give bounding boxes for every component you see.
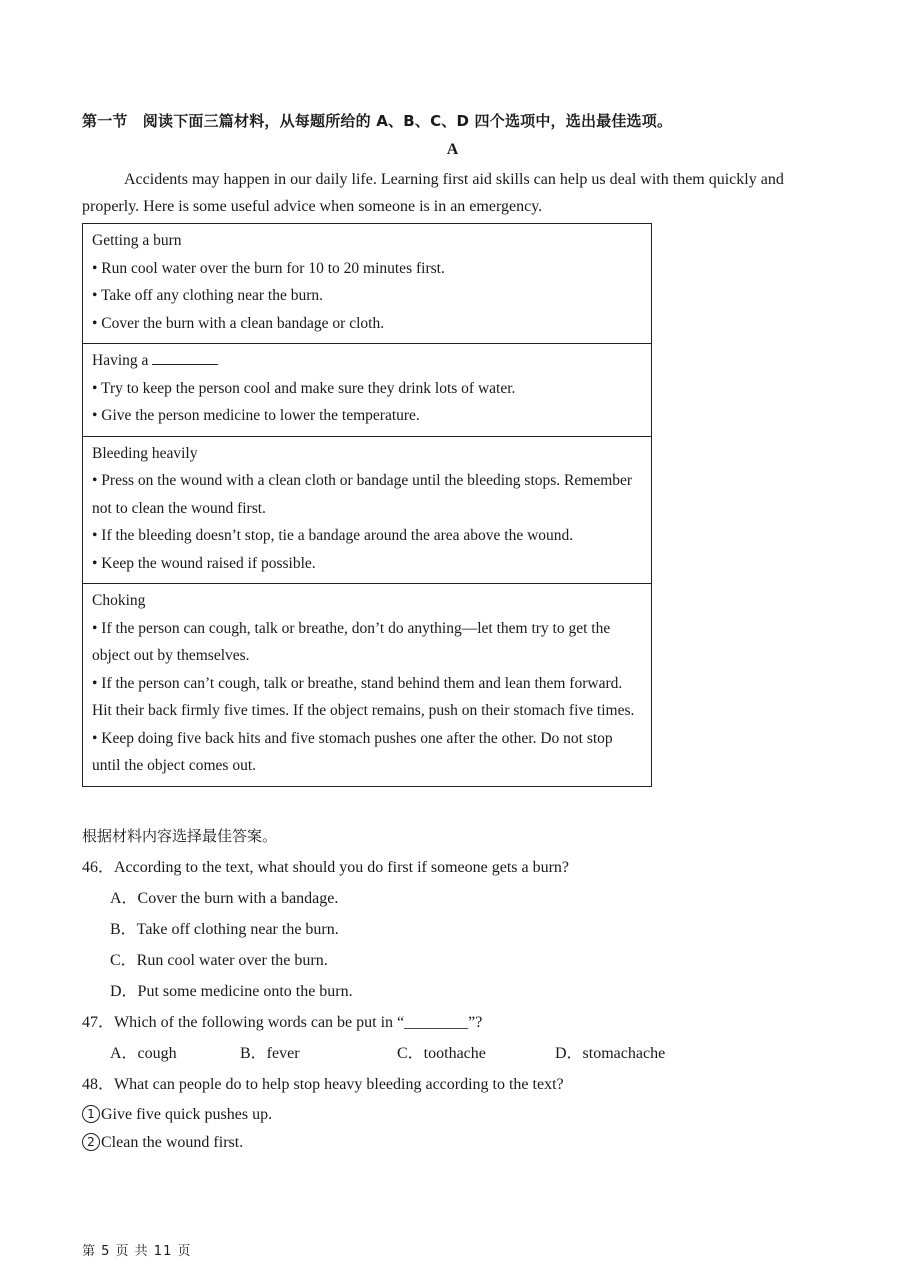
page-footer: 第 5 页 共 11 页 <box>82 1244 192 1259</box>
question-48-stem: 48．What can people do to help stop heavy bleeding according to the text? <box>82 1076 564 1093</box>
choking-title: Choking <box>92 592 146 609</box>
circled-number: 2 <box>82 1133 100 1151</box>
burn-item: • Run cool water over the burn for 10 to 20 minutes first. <box>92 259 445 277</box>
question-48-statement-2 <box>82 1132 243 1154</box>
fever-title-row <box>92 347 642 375</box>
section-heading: 第一节 阅读下面三篇材料，从每题所给的 A、B、C、D 四个选项中，选出最佳选项。 <box>82 112 673 130</box>
question-47-option-c: C．toothache <box>397 1045 486 1062</box>
burn-item: • Cover the burn with a clean bandage or cloth. <box>92 314 385 332</box>
question-46-option-c: C．Run cool water over the burn. <box>110 952 328 969</box>
fever-title: Having a <box>92 352 149 369</box>
question-47-option-b: B．fever <box>240 1045 300 1062</box>
statement-text: Give five quick pushes up. <box>101 1106 273 1123</box>
choking-cell <box>83 583 651 786</box>
bleeding-item: • Press on the wound with a clean cloth or bandage until the bleeding stops. Remember not to clean the wound first. <box>92 472 633 517</box>
bleeding-title: Bleeding heavily <box>92 444 198 462</box>
instruction: 根据材料内容选择最佳答案。 <box>82 827 278 845</box>
choking-item: • If the person can cough, talk or breathe, don’t do anything—let them try to get the object out by themselves. <box>92 619 611 664</box>
choking-item: • If the person can’t cough, talk or breathe, stand behind them and lean them forward. Hit their back firmly five times. If the object remains, push on their stomach five times. <box>92 674 635 719</box>
bleeding-item: • If the bleeding doesn’t stop, tie a bandage around the area above the wound. <box>92 527 574 544</box>
burn-title: Getting a burn <box>92 232 182 249</box>
question-46-option-b: B．Take off clothing near the burn. <box>110 921 339 938</box>
bleeding-cell <box>83 436 651 584</box>
answer-blank <box>152 349 218 365</box>
question-47-stem: 47．Which of the following words can be put in “________”? <box>82 1014 483 1031</box>
bleeding-item: • Keep the wound raised if possible. <box>92 554 316 572</box>
question-47-option-a: A．cough <box>110 1045 177 1062</box>
question-47-option-d: D．stomachache <box>555 1045 666 1062</box>
first-aid-table <box>82 223 652 787</box>
burn-item: • Take off any clothing near the burn. <box>92 287 324 304</box>
question-46-option-a: A．Cover the burn with a bandage. <box>110 890 339 907</box>
statement-text: Clean the wound first. <box>101 1134 244 1151</box>
intro-paragraph: Accidents may happen in our daily life. Learning first aid skills can help us deal with them quickly and properly. Here is some useful advice when someone is in an emergency. <box>82 171 784 215</box>
fever-item: • Give the person medicine to lower the temperature. <box>92 407 420 424</box>
fever-item: • Try to keep the person cool and make sure they drink lots of water. <box>92 379 516 397</box>
fever-cell <box>83 343 651 436</box>
question-48-statement-1 <box>82 1104 272 1126</box>
passage-letter: A <box>446 141 459 158</box>
burn-cell <box>83 224 651 343</box>
question-46-stem: 46．According to the text, what should you do first if someone gets a burn? <box>82 859 570 876</box>
circled-number: 1 <box>82 1105 100 1123</box>
choking-item: • Keep doing five back hits and five stomach pushes one after the other. Do not stop until the object comes out. <box>92 729 613 774</box>
question-46-option-d: D．Put some medicine onto the burn. <box>110 983 353 1000</box>
